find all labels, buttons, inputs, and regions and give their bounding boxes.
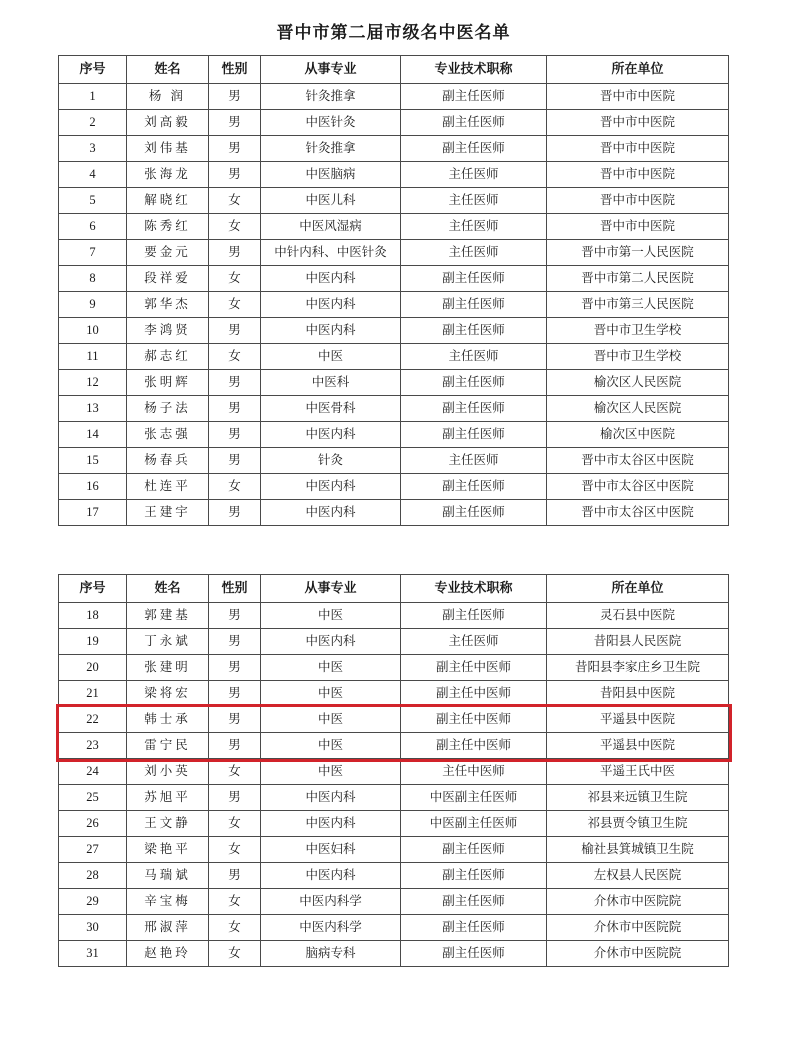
cell-sex: 男	[209, 733, 261, 759]
cell-unit: 晋中市太谷区中医院	[547, 500, 729, 526]
cell-name: 赵艳玲	[127, 941, 209, 967]
table-row	[59, 292, 729, 318]
cell-name: 解晓红	[127, 188, 209, 214]
cell-name: 丁永斌	[127, 629, 209, 655]
cell-name: 刘高毅	[127, 110, 209, 136]
cell-unit: 祁县来远镇卫生院	[547, 785, 729, 811]
cell-name: 王建宇	[127, 500, 209, 526]
cell-major: 中医科	[261, 370, 401, 396]
cell-major: 中医	[261, 707, 401, 733]
cell-title: 主任医师	[401, 188, 547, 214]
cell-major: 中医内科	[261, 629, 401, 655]
table-row	[59, 759, 729, 785]
cell-unit: 晋中市第一人民医院	[547, 240, 729, 266]
column-header-seq: 序号	[59, 56, 127, 84]
cell-unit: 晋中市太谷区中医院	[547, 448, 729, 474]
cell-name: 韩士承	[127, 707, 209, 733]
cell-title: 中医副主任医师	[401, 811, 547, 837]
table-row	[59, 707, 729, 733]
table-row	[59, 370, 729, 396]
cell-unit: 平遥县中医院	[547, 707, 729, 733]
column-header-major: 从事专业	[261, 56, 401, 84]
cell-seq: 27	[59, 837, 127, 863]
cell-title: 中医副主任医师	[401, 785, 547, 811]
table-row	[59, 500, 729, 526]
cell-sex: 男	[209, 162, 261, 188]
cell-major: 中医	[261, 759, 401, 785]
table-row	[59, 603, 729, 629]
cell-sex: 男	[209, 136, 261, 162]
cell-unit: 榆次区人民医院	[547, 396, 729, 422]
cell-seq: 9	[59, 292, 127, 318]
cell-unit: 昔阳县人民医院	[547, 629, 729, 655]
cell-seq: 31	[59, 941, 127, 967]
table-row	[59, 344, 729, 370]
cell-seq: 29	[59, 889, 127, 915]
column-header-seq: 序号	[59, 575, 127, 603]
table-row	[59, 863, 729, 889]
cell-sex: 男	[209, 422, 261, 448]
cell-unit: 昔阳县中医院	[547, 681, 729, 707]
table-row	[59, 136, 729, 162]
cell-name: 刘小英	[127, 759, 209, 785]
cell-seq: 12	[59, 370, 127, 396]
cell-name: 苏旭平	[127, 785, 209, 811]
cell-major: 中医内科	[261, 500, 401, 526]
table-row	[59, 266, 729, 292]
column-header-unit: 所在单位	[547, 56, 729, 84]
cell-seq: 3	[59, 136, 127, 162]
column-header-unit: 所在单位	[547, 575, 729, 603]
table-row	[59, 214, 729, 240]
cell-name: 马瑞斌	[127, 863, 209, 889]
cell-sex: 女	[209, 811, 261, 837]
cell-name: 陈秀红	[127, 214, 209, 240]
cell-major: 针灸推拿	[261, 136, 401, 162]
cell-name: 段祥爱	[127, 266, 209, 292]
cell-sex: 男	[209, 110, 261, 136]
cell-major: 中医内科	[261, 292, 401, 318]
cell-title: 主任医师	[401, 448, 547, 474]
cell-sex: 男	[209, 603, 261, 629]
cell-unit: 晋中市中医院	[547, 162, 729, 188]
cell-name: 张明辉	[127, 370, 209, 396]
cell-unit: 灵石县中医院	[547, 603, 729, 629]
cell-title: 主任医师	[401, 629, 547, 655]
cell-title: 副主任医师	[401, 422, 547, 448]
cell-major: 中医内科	[261, 785, 401, 811]
cell-name: 刘伟基	[127, 136, 209, 162]
table-row	[59, 785, 729, 811]
cell-seq: 11	[59, 344, 127, 370]
cell-major: 中医内科	[261, 318, 401, 344]
cell-seq: 22	[59, 707, 127, 733]
cell-major: 中针内科、中医针灸	[261, 240, 401, 266]
cell-major: 中医风湿病	[261, 214, 401, 240]
cell-major: 中医儿科	[261, 188, 401, 214]
cell-title: 副主任医师	[401, 837, 547, 863]
cell-sex: 男	[209, 629, 261, 655]
cell-sex: 女	[209, 837, 261, 863]
cell-major: 中医妇科	[261, 837, 401, 863]
cell-sex: 男	[209, 396, 261, 422]
cell-sex: 男	[209, 681, 261, 707]
cell-sex: 女	[209, 941, 261, 967]
cell-sex: 男	[209, 448, 261, 474]
cell-seq: 26	[59, 811, 127, 837]
cell-seq: 8	[59, 266, 127, 292]
cell-seq: 25	[59, 785, 127, 811]
cell-sex: 女	[209, 344, 261, 370]
cell-title: 副主任医师	[401, 500, 547, 526]
table-row	[59, 110, 729, 136]
cell-title: 副主任中医师	[401, 733, 547, 759]
cell-major: 中医内科学	[261, 889, 401, 915]
name-list-table-2	[58, 574, 729, 967]
cell-unit: 昔阳县李家庄乡卫生院	[547, 655, 729, 681]
cell-name: 梁将宏	[127, 681, 209, 707]
column-header-major: 从事专业	[261, 575, 401, 603]
document-page	[0, 18, 787, 1054]
cell-sex: 女	[209, 915, 261, 941]
cell-title: 副主任医师	[401, 292, 547, 318]
cell-major: 针灸	[261, 448, 401, 474]
table-row	[59, 448, 729, 474]
cell-seq: 6	[59, 214, 127, 240]
cell-sex: 男	[209, 655, 261, 681]
cell-major: 中医内科	[261, 266, 401, 292]
cell-unit: 晋中市卫生学校	[547, 344, 729, 370]
cell-sex: 女	[209, 292, 261, 318]
table-2-wrapper	[0, 574, 787, 967]
cell-unit: 晋中市中医院	[547, 188, 729, 214]
cell-unit: 晋中市卫生学校	[547, 318, 729, 344]
cell-unit: 左权县人民医院	[547, 863, 729, 889]
column-header-name: 姓名	[127, 56, 209, 84]
cell-title: 副主任医师	[401, 474, 547, 500]
cell-sex: 男	[209, 785, 261, 811]
cell-title: 主任医师	[401, 214, 547, 240]
cell-name: 要金元	[127, 240, 209, 266]
cell-sex: 女	[209, 214, 261, 240]
cell-major: 中医内科	[261, 474, 401, 500]
cell-seq: 15	[59, 448, 127, 474]
cell-title: 副主任医师	[401, 318, 547, 344]
table-row	[59, 240, 729, 266]
cell-major: 脑病专科	[261, 941, 401, 967]
cell-name: 郭华杰	[127, 292, 209, 318]
cell-seq: 23	[59, 733, 127, 759]
column-header-title: 专业技术职称	[401, 575, 547, 603]
cell-name: 邢淑萍	[127, 915, 209, 941]
cell-title: 副主任医师	[401, 136, 547, 162]
cell-major: 针灸推拿	[261, 84, 401, 110]
cell-major: 中医脑病	[261, 162, 401, 188]
cell-title: 主任医师	[401, 162, 547, 188]
cell-major: 中医	[261, 655, 401, 681]
cell-unit: 晋中市中医院	[547, 214, 729, 240]
cell-title: 副主任中医师	[401, 681, 547, 707]
cell-major: 中医骨科	[261, 396, 401, 422]
cell-name: 雷宁民	[127, 733, 209, 759]
column-header-sex: 性别	[209, 56, 261, 84]
table-row	[59, 188, 729, 214]
cell-name: 辛宝梅	[127, 889, 209, 915]
table-row	[59, 733, 729, 759]
table-row	[59, 889, 729, 915]
cell-major: 中医内科	[261, 811, 401, 837]
name-list-table-1	[58, 55, 729, 526]
cell-name: 郝志红	[127, 344, 209, 370]
cell-sex: 女	[209, 188, 261, 214]
table-row	[59, 422, 729, 448]
page-title: 晋中市第二届市级名中医名单	[276, 23, 511, 42]
table-row	[59, 162, 729, 188]
cell-unit: 介休市中医院院	[547, 941, 729, 967]
cell-major: 中医	[261, 344, 401, 370]
column-header-sex: 性别	[209, 575, 261, 603]
cell-unit: 晋中市中医院	[547, 110, 729, 136]
cell-seq: 20	[59, 655, 127, 681]
cell-sex: 男	[209, 863, 261, 889]
cell-seq: 28	[59, 863, 127, 889]
cell-seq: 10	[59, 318, 127, 344]
table-row	[59, 655, 729, 681]
cell-name: 张海龙	[127, 162, 209, 188]
cell-name: 张志强	[127, 422, 209, 448]
cell-seq: 14	[59, 422, 127, 448]
cell-seq: 1	[59, 84, 127, 110]
cell-title: 副主任医师	[401, 603, 547, 629]
table-row	[59, 681, 729, 707]
table-row	[59, 396, 729, 422]
cell-title: 副主任医师	[401, 370, 547, 396]
cell-sex: 男	[209, 370, 261, 396]
cell-unit: 榆次区中医院	[547, 422, 729, 448]
table-row	[59, 837, 729, 863]
cell-title: 副主任医师	[401, 915, 547, 941]
cell-major: 中医内科	[261, 863, 401, 889]
cell-unit: 晋中市中医院	[547, 136, 729, 162]
cell-seq: 17	[59, 500, 127, 526]
table-row	[59, 941, 729, 967]
table-1-wrapper	[0, 55, 787, 526]
cell-seq: 2	[59, 110, 127, 136]
cell-sex: 女	[209, 759, 261, 785]
cell-name: 张建明	[127, 655, 209, 681]
cell-title: 副主任中医师	[401, 655, 547, 681]
cell-unit: 平遥县中医院	[547, 733, 729, 759]
cell-unit: 介休市中医院院	[547, 889, 729, 915]
cell-title: 副主任医师	[401, 863, 547, 889]
cell-title: 主任医师	[401, 344, 547, 370]
cell-name: 杨子法	[127, 396, 209, 422]
cell-title: 主任中医师	[401, 759, 547, 785]
cell-title: 副主任医师	[401, 889, 547, 915]
cell-seq: 24	[59, 759, 127, 785]
table-row	[59, 915, 729, 941]
table-row	[59, 629, 729, 655]
table-header-row	[59, 56, 729, 84]
cell-seq: 30	[59, 915, 127, 941]
column-header-name: 姓名	[127, 575, 209, 603]
cell-seq: 7	[59, 240, 127, 266]
cell-sex: 男	[209, 240, 261, 266]
cell-title: 主任医师	[401, 240, 547, 266]
cell-unit: 平遥王氏中医	[547, 759, 729, 785]
cell-unit: 晋中市第二人民医院	[547, 266, 729, 292]
cell-sex: 男	[209, 500, 261, 526]
cell-title: 副主任医师	[401, 110, 547, 136]
cell-title: 副主任医师	[401, 266, 547, 292]
cell-unit: 介休市中医院院	[547, 915, 729, 941]
cell-seq: 21	[59, 681, 127, 707]
cell-seq: 19	[59, 629, 127, 655]
cell-title: 副主任医师	[401, 941, 547, 967]
cell-title: 副主任医师	[401, 84, 547, 110]
cell-sex: 男	[209, 84, 261, 110]
cell-sex: 男	[209, 318, 261, 344]
cell-seq: 16	[59, 474, 127, 500]
cell-sex: 女	[209, 474, 261, 500]
cell-major: 中医内科	[261, 422, 401, 448]
cell-unit: 榆社县箕城镇卫生院	[547, 837, 729, 863]
cell-major: 中医内科学	[261, 915, 401, 941]
cell-title: 副主任医师	[401, 396, 547, 422]
cell-unit: 祁县贾令镇卫生院	[547, 811, 729, 837]
cell-seq: 5	[59, 188, 127, 214]
cell-seq: 18	[59, 603, 127, 629]
section-gap	[0, 526, 787, 574]
cell-sex: 男	[209, 707, 261, 733]
cell-sex: 女	[209, 889, 261, 915]
table-row	[59, 84, 729, 110]
table-header-row	[59, 575, 729, 603]
cell-unit: 晋中市中医院	[547, 84, 729, 110]
cell-seq: 4	[59, 162, 127, 188]
cell-seq: 13	[59, 396, 127, 422]
table-row	[59, 474, 729, 500]
cell-name: 王文静	[127, 811, 209, 837]
cell-name: 杨 润	[127, 84, 209, 110]
cell-major: 中医	[261, 733, 401, 759]
cell-name: 杜连平	[127, 474, 209, 500]
column-header-title: 专业技术职称	[401, 56, 547, 84]
cell-name: 杨春兵	[127, 448, 209, 474]
cell-name: 李鸿贤	[127, 318, 209, 344]
cell-sex: 女	[209, 266, 261, 292]
cell-major: 中医针灸	[261, 110, 401, 136]
table-row	[59, 318, 729, 344]
cell-unit: 晋中市第三人民医院	[547, 292, 729, 318]
cell-name: 梁艳平	[127, 837, 209, 863]
cell-unit: 晋中市太谷区中医院	[547, 474, 729, 500]
cell-unit: 榆次区人民医院	[547, 370, 729, 396]
cell-name: 郭建基	[127, 603, 209, 629]
table-row	[59, 811, 729, 837]
cell-major: 中医	[261, 681, 401, 707]
cell-major: 中医	[261, 603, 401, 629]
cell-title: 副主任中医师	[401, 707, 547, 733]
